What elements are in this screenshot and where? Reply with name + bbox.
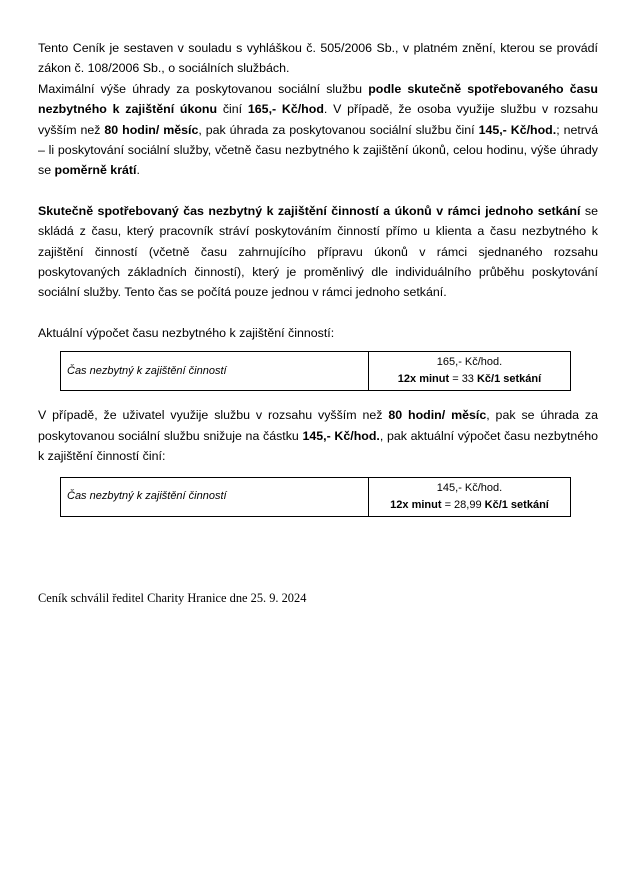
rate-table-standard (60, 351, 571, 391)
calc-heading: Aktuální výpočet času nezbytného k zajištění činností: (38, 325, 335, 340)
table-value (369, 477, 571, 516)
table-row (61, 352, 571, 391)
table-label: Čas nezbytný k zajištění činností (61, 477, 369, 516)
table-rate: 145,- Kč/hod. (436, 481, 503, 494)
table-calculation: 12x minut = 33 Kč/1 setkání (397, 373, 542, 386)
over-limit-paragraph: V případě, že uživatel využije službu v rozsahu vyšším než 80 hodin/ měsíc, pak se úhrada za poskytovanou sociální službu snižuje na částku 145,- Kč/hod., pak aktuální výpočet času nezbytného k zajištění činností činí: (38, 408, 598, 464)
hours-threshold-2: 80 hodin/ měsíc (388, 408, 487, 423)
intro-paragraph: Tento Ceník je sestaven v souladu s vyhláškou č. 505/2006 Sb., v platném znění, kterou se provádí zákon č. 108/2006 Sb., o sociálních službách. Maximální výše úhrady za poskytovanou sociální službu podle skutečně spotřebovaného času nezbytného k zajištění úkonu činí 165,- Kč/hod. V případě, že osoba využije službu v rozsahu vyšším než 80 hodin/ měsíc, pak úhrada za poskytovanou sociální službu činí 145,- Kč/hod.; netrvá – li poskytování sociální služby, včetně času nezbytného k zajištění úkonů, celou hodinu, výše úhrady se poměrně krátí. (38, 41, 599, 178)
intro-legal-basis: Tento Ceník je sestaven v souladu s vyhláškou č. 505/2006 Sb., v platném znění, kterou se provádí zákon č. 108/2006 Sb., o sociálních službách. (38, 41, 598, 76)
rate-table-reduced (60, 477, 571, 517)
billing-basis: podle skutečně spotřebovaného času nezbytného k zajištění úkonu (38, 81, 598, 117)
table-label: Čas nezbytný k zajištění činností (61, 352, 369, 391)
explanation-paragraph (38, 201, 598, 303)
approval-footer: Ceník schválil ředitel Charity Hranice dne 25. 9. 2024 (38, 591, 307, 605)
table-rate: 165,- Kč/hod. (436, 356, 503, 369)
table-value (369, 352, 571, 391)
table-calculation: 12x minut = 28,99 Kč/1 setkání (390, 498, 549, 511)
reduced-rate-2: 145,- Kč/hod. (302, 428, 380, 443)
proportional-reduction: poměrně krátí (54, 163, 137, 178)
reduced-rate: 145,- Kč/hod. (478, 122, 557, 137)
table-row (61, 477, 571, 516)
document-page (38, 38, 598, 517)
max-rate: 165,- Kč/hod (247, 102, 324, 117)
explanation-term: Skutečně spotřebovaný čas nezbytný k zajištění činností a úkonů v rámci jednoho setkání (38, 203, 581, 218)
hours-threshold: 80 hodin/ měsíc (104, 122, 199, 137)
explanation-text: se skládá z času, který pracovník stráví poskytováním činností přímo u klienta a času nezbytného k zajištění činností (včetně času zahrnujícího přípravu úkonů v rámci sjednaného rozsahu poskytovaných základních činností), který je proměnlivý dle individuálního průběhu poskytování sociální služby. Tento čas se počítá pouze jednou v rámci jednoho setkání. (38, 203, 599, 300)
